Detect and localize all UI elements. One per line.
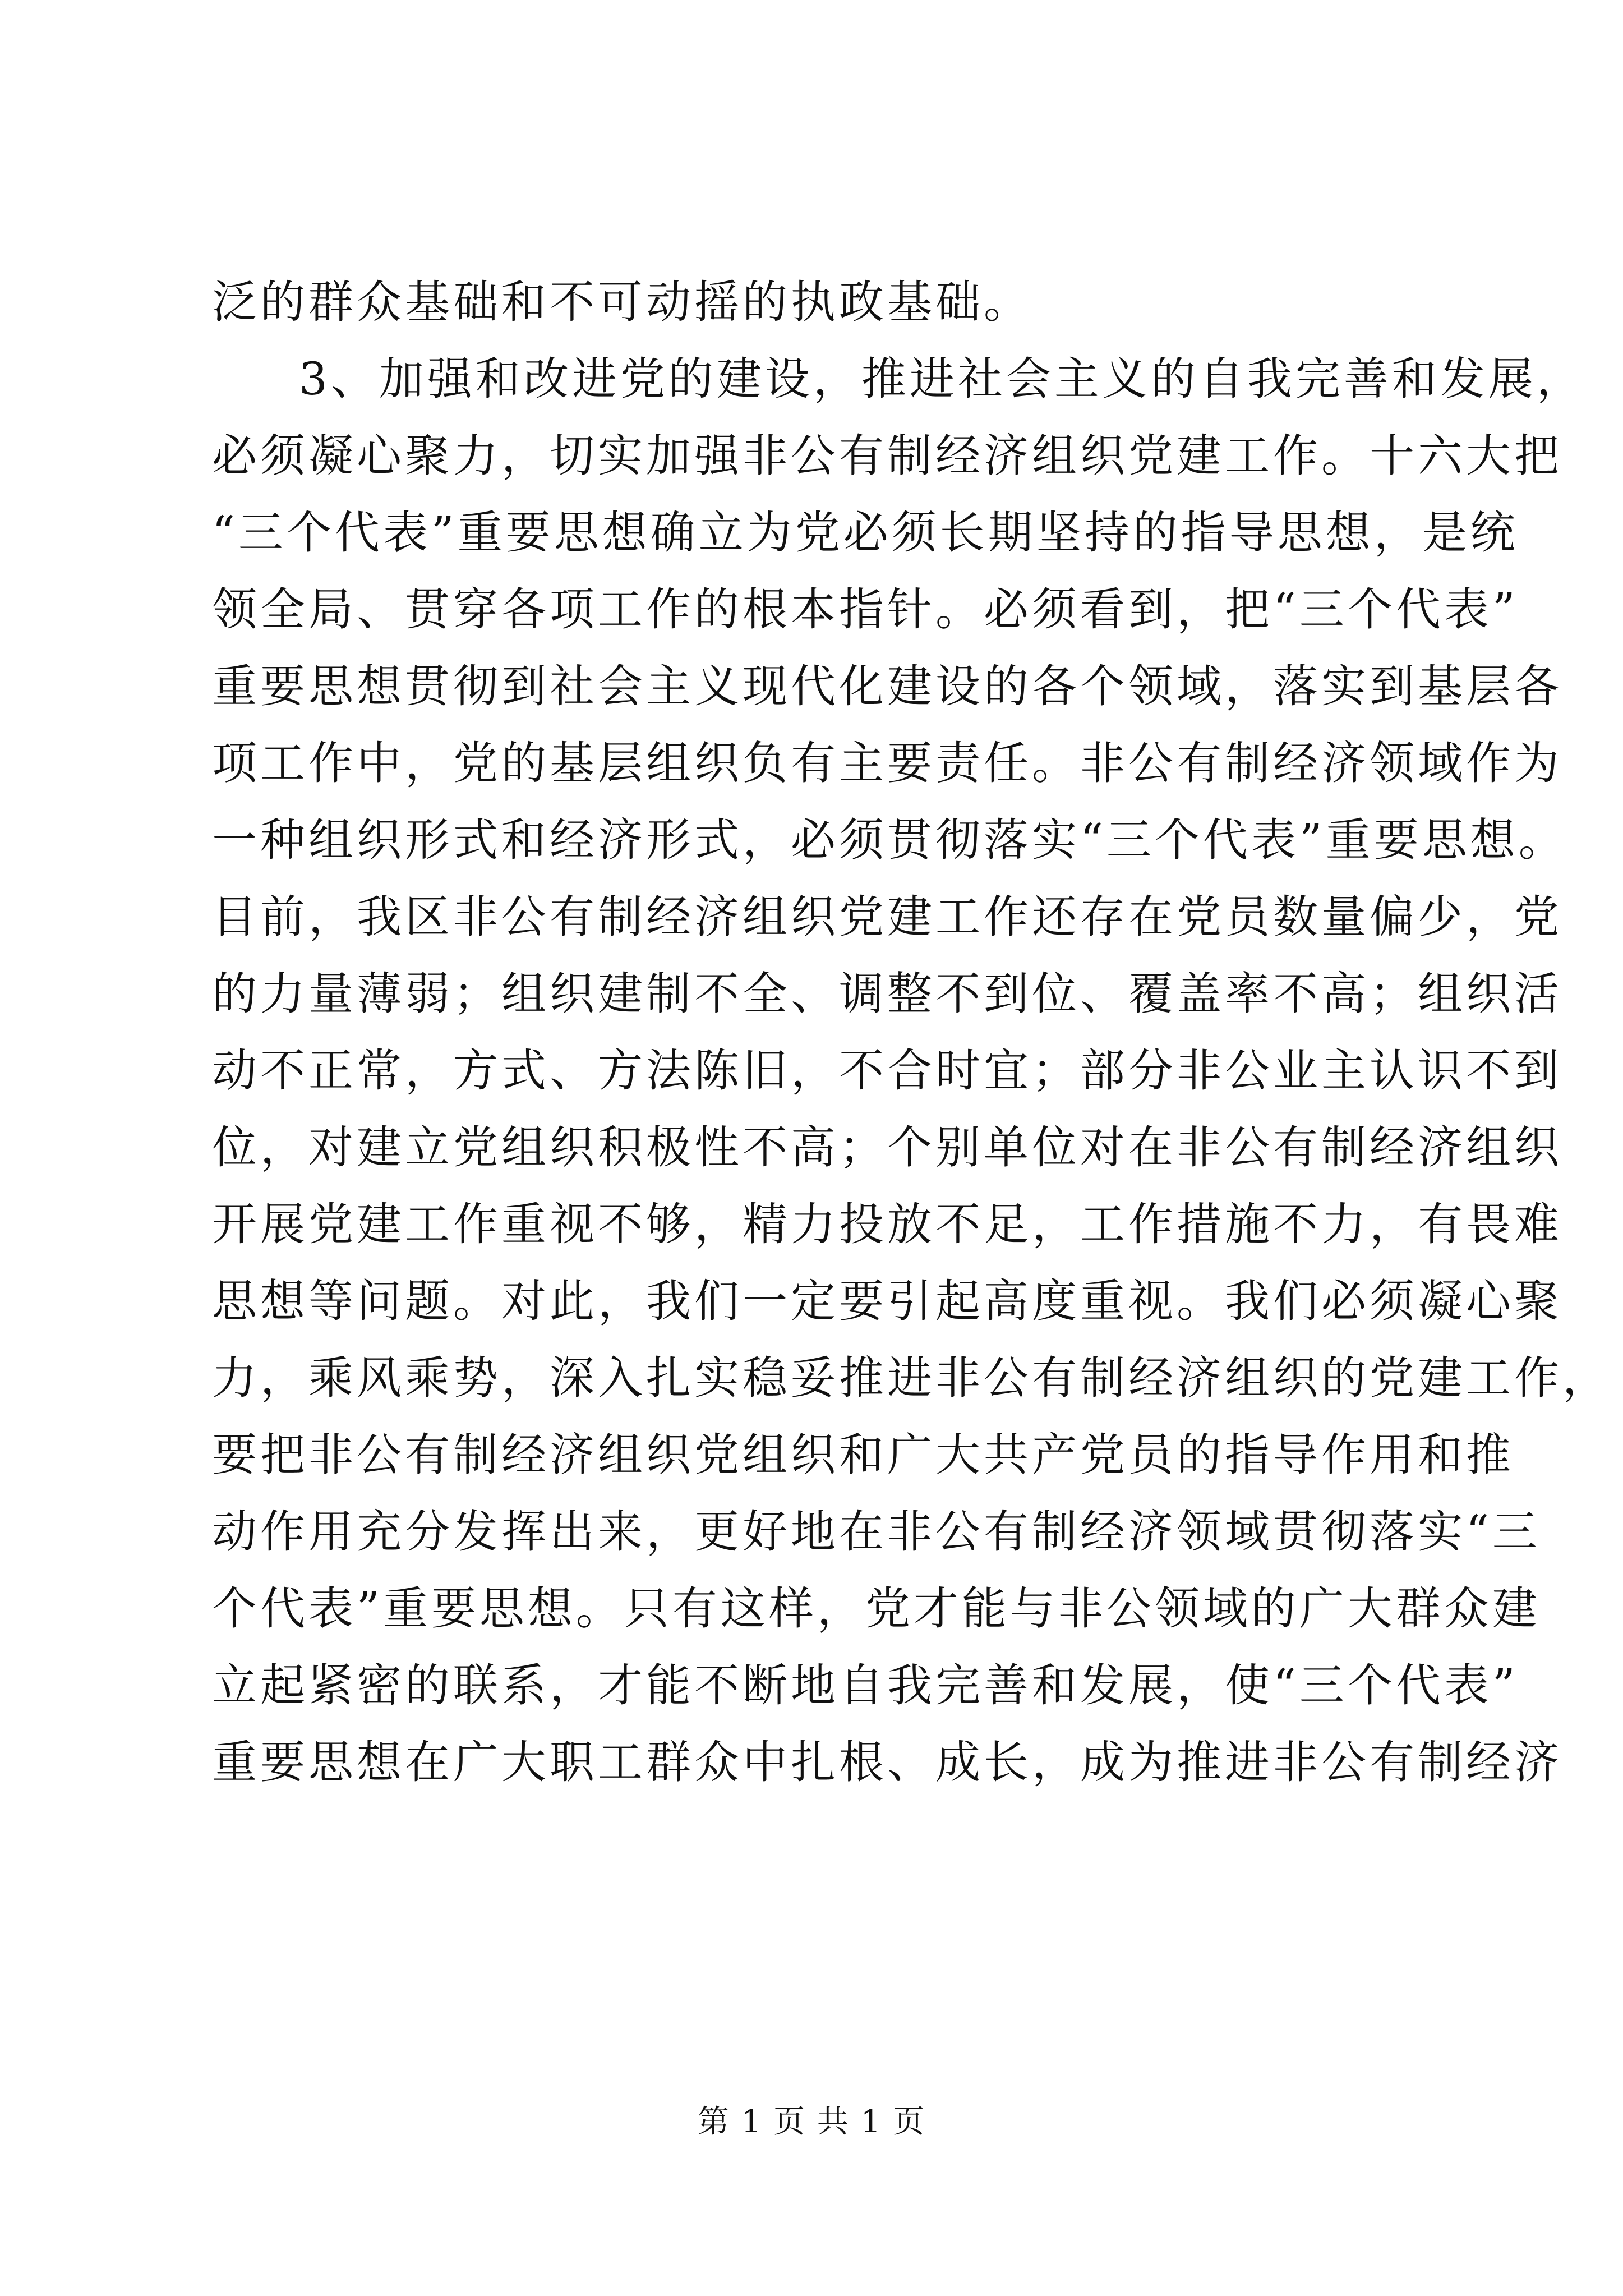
text-line: 个代表”重要思想。只有这样，党才能与非公领域的广大群众建 (212, 1582, 1541, 1635)
page-number-footer: 第 1 页 共 1 页 (697, 2104, 926, 2140)
text-line: 的力量薄弱；组织建制不全、调整不到位、覆盖率不高；组织活 (212, 968, 1562, 1020)
text-line: 领全局、贯穿各项工作的根本指针。必须看到，把“三个代表” (212, 583, 1519, 636)
text-line: 一种组织形式和经济形式，必须贯彻落实“三个代表”重要思想。 (212, 814, 1567, 866)
text-line: “三个代表”重要思想确立为党必须长期坚持的指导思想，是统 (212, 507, 1519, 559)
text-line: 必须凝心聚力，切实加强非公有制经济组织党建工作。十六大把 (212, 430, 1562, 482)
text-line: 目前，我区非公有制经济组织党建工作还存在党员数量偏少，党 (212, 891, 1562, 943)
text-line: 重要思想贯彻到社会主义现代化建设的各个领域，落实到基层各 (212, 660, 1562, 712)
text-line: 位，对建立党组织积极性不高；个别单位对在非公有制经济组织 (212, 1121, 1562, 1174)
text-line: 泛的群众基础和不可动摇的执政基础。 (212, 276, 1032, 328)
text-line: 重要思想在广大职工群众中扎根、成长，成为推进非公有制经济 (212, 1736, 1562, 1788)
text-line: 要把非公有制经济组织党组织和广大共产党员的指导作用和推 (212, 1429, 1514, 1481)
text-line: 开展党建工作重视不够，精力投放不足，工作措施不力，有畏难 (212, 1198, 1562, 1250)
text-line: 3、加强和改进党的建设，推进社会主义的自我完善和发展， (299, 353, 1585, 405)
text-line: 动作用充分发挥出来，更好地在非公有制经济领域贯彻落实“三 (212, 1506, 1541, 1558)
text-line: 立起紧密的联系，才能不断地自我完善和发展，使“三个代表” (212, 1659, 1519, 1711)
body-text (212, 264, 1611, 1801)
text-line: 项工作中，党的基层组织负有主要责任。非公有制经济领域作为 (212, 737, 1562, 789)
text-line: 思想等问题。对此，我们一定要引起高度重视。我们必须凝心聚 (212, 1275, 1562, 1327)
text-line: 力，乘风乘势，深入扎实稳妥推进非公有制经济组织的党建工作， (212, 1352, 1611, 1404)
text-line: 动不正常，方式、方法陈旧，不合时宜；部分非公业主认识不到 (212, 1045, 1562, 1097)
